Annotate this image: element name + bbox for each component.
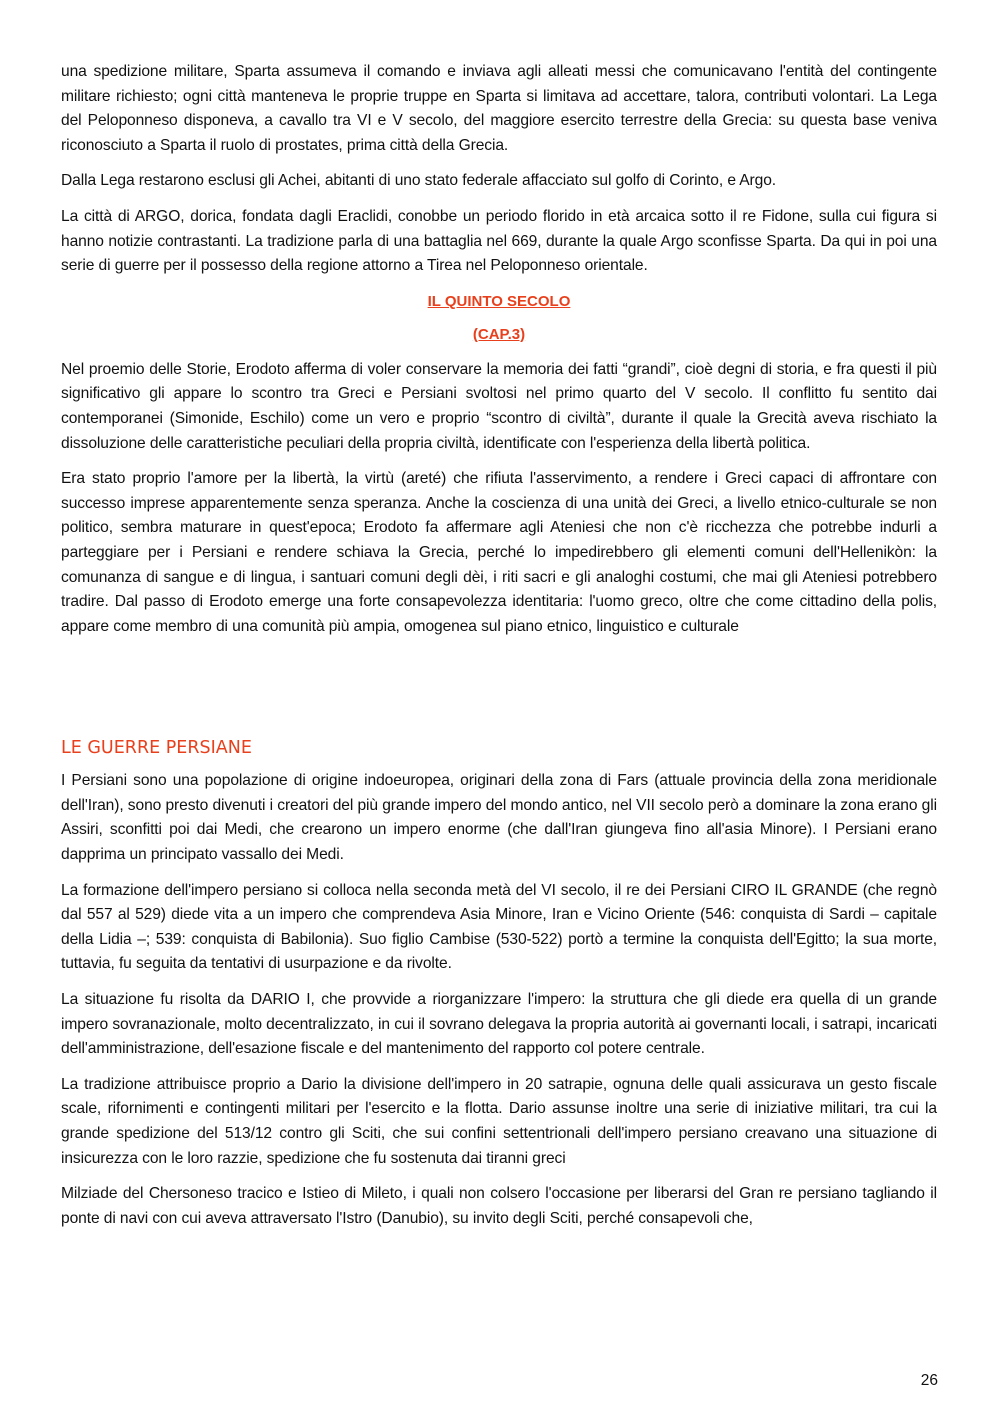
section-title: IL QUINTO SECOLO bbox=[427, 292, 571, 310]
paragraph-persians-origin: I Persiani sono una popolazione di origine indoeuropea, originari della zona di Fars (attuale provincia della zona meridionale dell'Iran), sono presto divenuti i creatori del più grande impero del mondo antico, nel VII secolo però a dominare la zona erano gli Assiri, sconfitti poi dai Medi, che crearono un impero enorme (che dall'Iran giungeva fino all'asia Minore). I Persiani erano dapprima un principato vassallo dei Medi. bbox=[61, 772, 937, 864]
blank-space bbox=[61, 650, 937, 736]
paragraph-herodotus-proem: Nel proemio delle Storie, Erodoto afferma di voler conservare la memoria dei fatti “grandi”, cioè degni di storia, e fra questi il più significativo gli appare lo scontro tra Greci e Persiani svoltosi nel primo quarto del V secolo. Il conflitto fu sentito dai contemporanei (Simonide, Eschilo) come un vero e proprio “scontro di civiltà”, durante il quale la Grecità aveva rischiato la dissoluzione delle caratteristiche peculiari della propria civiltà, identificate con l'esperienza della libertà politica. bbox=[61, 360, 937, 452]
document-page bbox=[61, 60, 937, 1242]
paragraph-miltiades: Milziade del Chersoneso tracico e Istieo di Mileto, i quali non colsero l'occasione per liberarsi del Gran re persiano tagliando il ponte di navi con cui aveva attraversato l'Istro (Danubio), su invito degli Sciti, perché consapevoli che, bbox=[61, 1185, 937, 1227]
paragraph-darius: La situazione fu risolta da DARIO I, che provvide a riorganizzare l'impero: la struttura che gli diede era quella di un grande impero sovranazionale, molto decentralizzato, in cui il sovrano delegava la propria autorità ai governanti locali, i satrapi, incaricati dell'amministrazione, dell'esazione fiscale e del mantenimento del rapporto col potere centrale. bbox=[61, 991, 937, 1058]
paragraph-argos: La città di ARGO, dorica, fondata dagli Eraclidi, conobbe un periodo florido in età arcaica sotto il re Fidone, sulla cui figura si hanno notizie contrastanti. La tradizione parla di una battaglia nel 669, durante la quale Argo sconfisse Sparta. Da qui in poi una serie di guerre per il possesso della regione attorno a Tirea nel Peloponneso orientale. bbox=[61, 207, 937, 275]
section-chapter: (CAP.3) bbox=[472, 325, 526, 343]
paragraph-persian-empire-formation: La formazione dell'impero persiano si colloca nella seconda metà del VI secolo, il re dei Persiani CIRO IL GRANDE (che regnò dal 557 al 529) diede vita a un impero che comprendeva Asia Minore, Iran e Vicino Oriente (546: conquista di Sardi – capitale della Lidia –; 539: conquista di Babilonia). Suo figlio Cambise (530-522) portò a termine la conquista dell'Egitto; la sua morte, tuttavia, fu seguita da tentativi di usurpazione e da rivolte. bbox=[61, 881, 937, 973]
paragraph-spartan-league: una spedizione militare, Sparta assumeva il comando e inviava agli alleati messi che comunicavano l'entità del contingente militare richiesto; ogni città manteneva le proprie truppe en Sparta si limitava ad accettare, talora, contributi volontari. La Lega del Peloponneso disponeva, a cavallo tra VI e V secolo, del maggiore esercito terrestre della Grecia: su questa base veniva riconosciuto a Sparta il ruolo di prostates, prima città della Grecia. bbox=[61, 63, 937, 154]
paragraph-love-of-liberty: Era stato proprio l'amore per la libertà, la virtù (areté) che rifiuta l'asservimento, a rendere i Greci capaci di affrontare con successo imprese apparentemente senza speranza. Anche la coscienza di una unità dei Greci, a livello etnico-culturale se non politico, sembra maturare in quest'epoca; Erodoto fa affermare agli Ateniesi che non c'è ricchezza che potrebbe indurli a parteggiare per i Persiani e rendere schiava la Grecia, perché lo impedirebbero gli elementi comuni dell'Hellenikòn: la comunanza di sangue e di lingua, i santuari comuni degli dèi, i riti sacri e gli analoghi costumi, che mai gli Ateniesi potrebbero tradire. Dal passo di Erodoto emerge una forte consapevolezza identitaria: l'uomo greco, oltre che come cittadino della polis, appare come membro di una comunità più ampia, omogenea sul piano etnico, linguistico e culturale bbox=[61, 470, 937, 635]
heading-persian-wars: LE GUERRE PERSIANE bbox=[61, 738, 252, 759]
page-number: 26 bbox=[920, 1372, 938, 1389]
paragraph-satrapies: La tradizione attribuisce proprio a Dario la divisione dell'impero in 20 satrapie, ognuna delle quali assicurava un gesto fiscale scale, rifornimenti e contingenti militari per l'esercito e la flotta. Dario assunse inoltre una serie di iniziative militari, tra cui la grande spedizione del 513/12 contro gli Sciti, che sui confini settentrionali dell'impero persiano creavano una situazione di insicurezza con le loro razzie, spedizione che fu sostenuta dai tiranni greci bbox=[61, 1075, 937, 1167]
paragraph-excluded-achaeans: Dalla Lega restarono esclusi gli Achei, abitanti di uno stato federale affacciato sul golfo di Corinto, e Argo. bbox=[61, 172, 777, 190]
